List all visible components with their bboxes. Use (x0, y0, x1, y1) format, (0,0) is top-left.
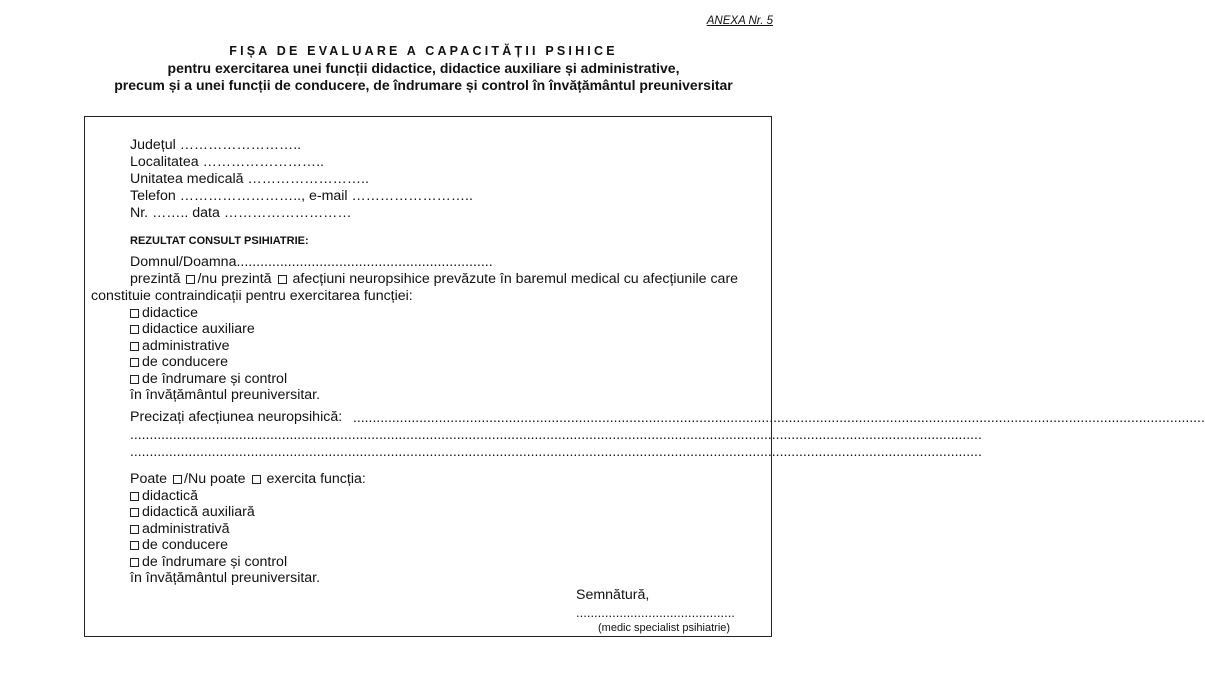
number-date-field[interactable]: Nr. …….. data ……………………… (130, 205, 352, 221)
presence-prefix: prezintă (130, 271, 181, 287)
document-title: FIȘA DE EVALUARE A CAPACITĂȚII PSIHICE (229, 44, 618, 58)
medical-unit-field[interactable]: Unitatea medicală …………………….. (130, 171, 369, 187)
list2-label-0: didactică (142, 488, 198, 504)
presence-mid: /nu prezintă (197, 271, 272, 287)
list1-item-conducere (130, 354, 228, 371)
signature-line[interactable]: ............................................ (576, 605, 735, 620)
section-title: REZULTAT CONSULT PSIHIATRIE: (130, 235, 309, 247)
checkbox-didactice[interactable] (130, 309, 139, 318)
checkbox-didactica-auxiliara[interactable] (130, 508, 139, 517)
specify-dots-1[interactable]: ........................................................................................................................................................................................................................... (353, 409, 1205, 425)
signature-label: Semnătură, (576, 587, 650, 603)
not-presents-checkbox[interactable] (278, 275, 287, 284)
document-subtitle-1: pentru exercitarea unei funcții didactice, didactice auxiliare și administrative, (167, 60, 680, 76)
checkbox-indrumare-control[interactable] (130, 375, 139, 384)
can-prefix: Poate (130, 471, 168, 487)
list1-item-didactice (130, 305, 198, 322)
list2-item-administrativa (130, 521, 230, 538)
checkbox-didactice-auxiliare[interactable] (130, 325, 139, 334)
checkbox-conducere[interactable] (130, 358, 139, 367)
presence-line (130, 271, 738, 288)
list1-label-2: administrative (142, 338, 230, 354)
document-subtitle-2: precum și a unei funcții de conducere, de îndrumare și control în învățământul preuniversitar (114, 77, 733, 93)
can-checkbox[interactable] (173, 475, 182, 484)
list2-label-1: didactică auxiliară (142, 504, 255, 520)
presence-suffix: afecțiuni neuropsihice prevăzute în baremul medical cu afecțiunile care (292, 271, 739, 287)
phone-email-field[interactable]: Telefon …………………….., e-mail …………………….. (130, 188, 473, 204)
presence-continuation: constituie contraindicații pentru exercitarea funcției: (91, 288, 413, 304)
signature-caption: (medic specialist psihiatrie) (598, 622, 731, 634)
list2-item-didactica-auxiliara (130, 504, 255, 521)
list1-label-3: de conducere (142, 354, 228, 370)
list1-label-1: didactice auxiliare (142, 321, 255, 337)
list1-item-administrative (130, 338, 230, 355)
list2-label-2: administrativă (142, 521, 230, 537)
form-box (84, 116, 1205, 637)
specify-dots-3[interactable]: ........................................................................................................................................................................................................................... (130, 443, 982, 459)
checkbox-conducere-2[interactable] (130, 541, 139, 550)
list2-label-3: de conducere (142, 537, 228, 553)
locality-field[interactable]: Localitatea …………………….. (130, 154, 324, 170)
county-field[interactable]: Județul …………………….. (130, 137, 302, 153)
list2-item-indrumare (130, 554, 287, 571)
list2-item-conducere (130, 537, 228, 554)
list2-item-didactica (130, 488, 198, 505)
checkbox-administrativa[interactable] (130, 525, 139, 534)
presents-checkbox[interactable] (186, 275, 195, 284)
document-header (0, 42, 847, 94)
cannot-checkbox[interactable] (252, 475, 261, 484)
list1-label-4: de îndrumare și control (142, 371, 288, 387)
patient-name-field[interactable]: Domnul/Doamna................................................................. (130, 254, 493, 270)
can-exercise-line (130, 471, 366, 488)
specify-dots-2[interactable]: ........................................................................................................................................................................................................................... (130, 426, 982, 442)
school-level-2: în învățământul preuniversitar. (130, 570, 321, 586)
list1-label-0: didactice (142, 305, 198, 321)
checkbox-administrative[interactable] (130, 342, 139, 351)
checkbox-didactica[interactable] (130, 492, 139, 501)
list1-item-indrumare (130, 371, 287, 388)
school-level-1: în învățământul preuniversitar. (130, 387, 321, 403)
list2-label-4: de îndrumare și control (142, 554, 288, 570)
annex-label: ANEXA Nr. 5 (706, 15, 773, 27)
specify-label: Precizați afecțiunea neuropsihică: (130, 409, 343, 425)
list1-item-didactice-auxiliare (130, 321, 255, 338)
can-suffix: exercita funcția: (266, 471, 366, 487)
can-mid: /Nu poate (184, 471, 246, 487)
checkbox-indrumare-control-2[interactable] (130, 558, 139, 567)
